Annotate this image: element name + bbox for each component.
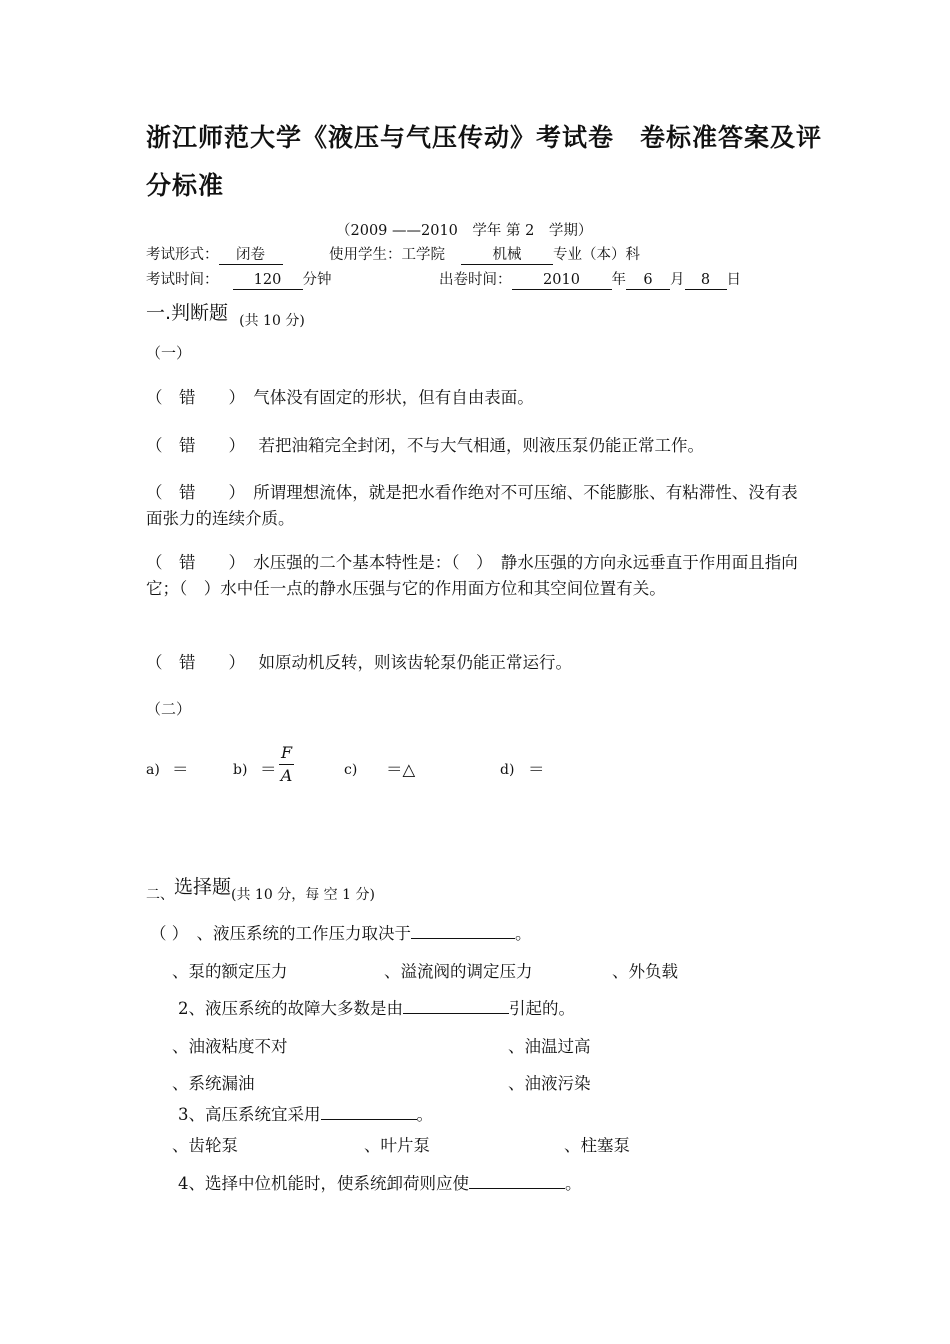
exam-time-unit: 分钟 [302, 272, 332, 288]
section2-heading-row [146, 872, 375, 903]
question-1 [150, 920, 532, 944]
formula-a-label: a) [146, 762, 160, 778]
q1-option-c: 、外负载 [612, 962, 678, 981]
question-1-blank [411, 924, 515, 939]
formula-c-value: ＝△ [386, 760, 416, 779]
section1-heading-row [146, 298, 305, 329]
question-1-text: （ ） 、液压系统的工作压力取决于 [150, 924, 411, 943]
judgement-item-3: （ 错 ） 所谓理想流体，就是把水看作绝对不可压缩、不能膨胀、有粘滞性、没有表面张力的连续介质。 [146, 483, 798, 528]
question-2 [178, 995, 575, 1019]
exam-time-row [146, 268, 332, 290]
major-suffix: 专业（本）科 [553, 247, 640, 263]
formula-a-value: ＝ [172, 760, 189, 779]
document-title-line2: 分标准 [146, 171, 225, 200]
question-3-suffix: 。 [416, 1105, 433, 1124]
question-2-text: 2、液压系统的故障大多数是由 [178, 999, 403, 1018]
month-value: 6 [626, 272, 670, 290]
fraction-denominator: A [280, 766, 293, 785]
question-2-blank [403, 999, 509, 1014]
fraction-numerator: F [279, 742, 294, 765]
question-4 [178, 1170, 582, 1194]
exam-form-label: 考试形式： [146, 247, 219, 263]
question-2-suffix: 引起的。 [509, 999, 575, 1018]
section1-score: (共 10 分) [239, 313, 305, 329]
question-4-blank [469, 1174, 565, 1189]
formula-b-fraction [279, 742, 294, 787]
judgement-item-1: （ 错 ） 气体没有固定的形状，但有自由表面。 [146, 388, 534, 407]
judgement-item-2: （ 错 ） 若把油箱完全封闭，不与大气相通，则液压泵仍能正常工作。 [146, 436, 704, 455]
major-value: 机械 [461, 247, 553, 265]
judgement-item-4: （ 错 ） 水压强的二个基本特性是：（ ） 静水压强的方向永远垂直于作用面且指向它；（ ）水中任一点的静水压强与它的作用面方位和其空间位置有关。 [146, 553, 798, 598]
q1-option-b: 、溢流阀的调定压力 [384, 962, 533, 981]
document-title-line1: 浙江师范大学《液压与气压传动》考试卷 卷标准答案及评 [146, 123, 823, 152]
formula-d-value: ＝ [528, 760, 545, 779]
question-1-suffix: 。 [515, 924, 532, 943]
question-3-blank [321, 1105, 417, 1120]
issue-time-label: 出卷时间： [439, 272, 512, 288]
month-unit: 月 [670, 272, 685, 288]
part1-label: （一） [146, 344, 192, 362]
section1-heading: 一.判断题 [146, 302, 229, 324]
day-value: 8 [685, 272, 727, 290]
q2-option-c: 、系统漏油 [172, 1074, 255, 1093]
exam-time-label: 考试时间： [146, 272, 219, 288]
students-row [329, 243, 640, 265]
q3-option-a: 、齿轮泵 [172, 1136, 238, 1155]
exam-time-value: 120 [233, 272, 303, 290]
year-value: 2010 [512, 272, 612, 290]
section2-heading-prefix: 二、 [146, 887, 174, 903]
exam-form-row [146, 243, 283, 265]
q2-option-b: 、油温过高 [508, 1037, 591, 1056]
q3-option-c: 、柱塞泵 [564, 1136, 630, 1155]
q1-option-a: 、泵的额定压力 [172, 962, 288, 981]
formula-d-label: d) [500, 762, 515, 778]
exam-form-value: 闭卷 [219, 247, 283, 265]
section2-score: (共 10 分，每 空 1 分) [231, 887, 375, 903]
judgement-item-5: （ 错 ） 如原动机反转，则该齿轮泵仍能正常运行。 [146, 653, 572, 672]
q2-option-d: 、油液污染 [508, 1074, 591, 1093]
part2-label: （二） [146, 700, 192, 718]
section2-heading: 选择题 [174, 876, 232, 898]
question-3-text: 3、高压系统宜采用 [178, 1105, 321, 1124]
formula-b-eq: ＝ [260, 760, 277, 779]
question-4-suffix: 。 [565, 1174, 582, 1193]
year-unit: 年 [611, 272, 626, 288]
question-4-text: 4、选择中位机能时，使系统卸荷则应使 [178, 1174, 469, 1193]
question-3 [178, 1101, 433, 1125]
issue-time-row [439, 268, 741, 290]
day-unit: 日 [726, 272, 741, 288]
q3-option-b: 、叶片泵 [364, 1136, 430, 1155]
q2-option-a: 、油液粘度不对 [172, 1037, 288, 1056]
students-label: 使用学生：工学院 [329, 247, 445, 263]
term-line: （2009 ——2010 学年 第 2 学期） [336, 223, 593, 239]
formula-c-label: c) [344, 762, 358, 778]
formula-b-label: b) [233, 762, 248, 778]
